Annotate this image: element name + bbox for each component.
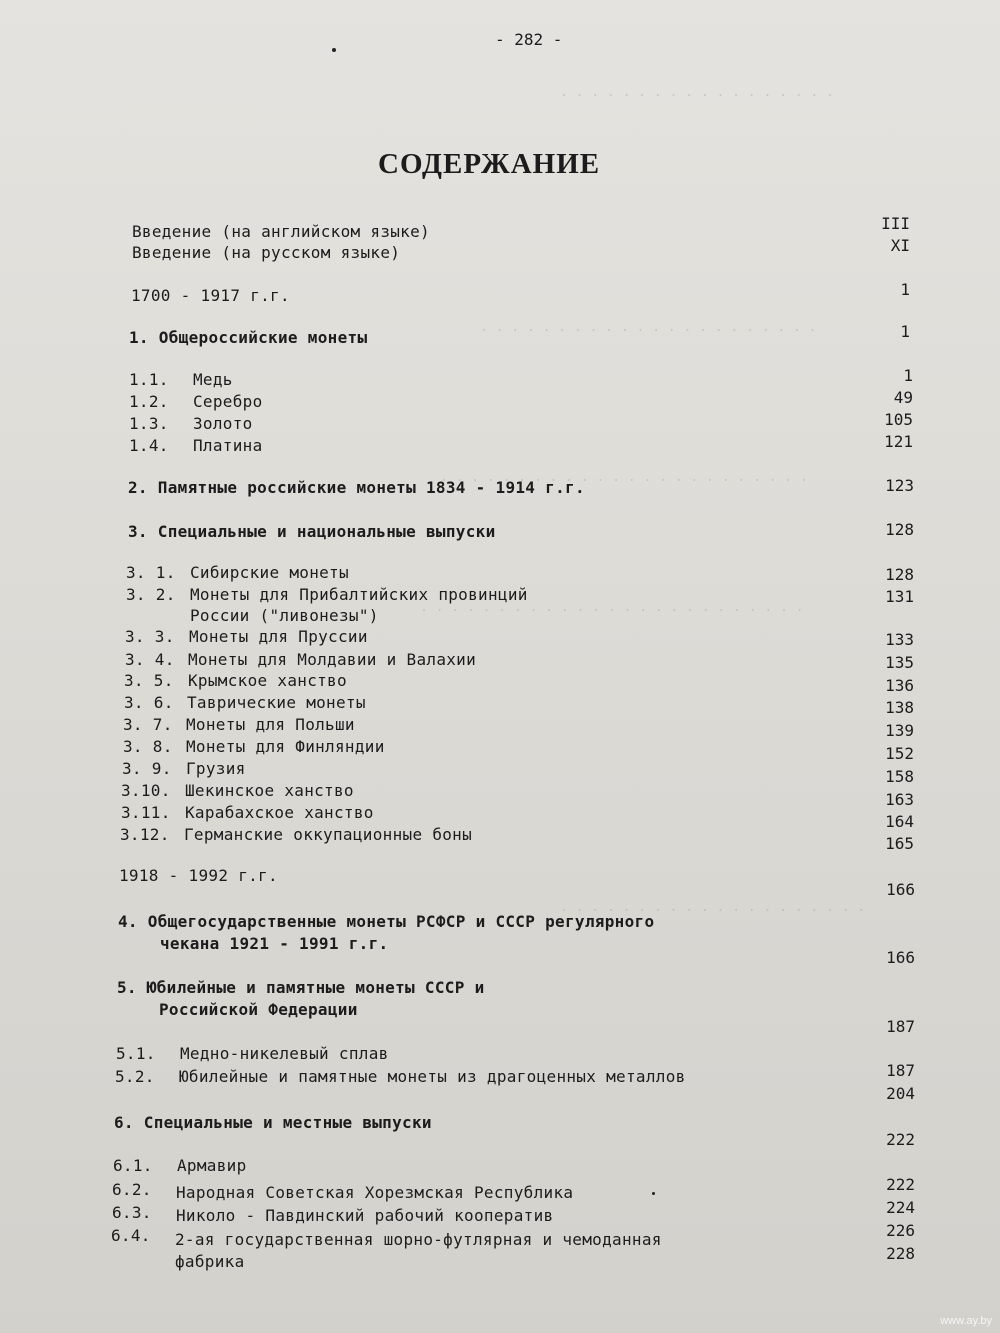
toc-entry-number: 1.3.: [129, 414, 169, 433]
toc-entry-page: 139: [885, 721, 914, 740]
toc-entry-number: 3. 7.: [123, 715, 173, 734]
bleed-through: . . . . . . . . . . . . . . . . . .: [560, 85, 834, 100]
section-heading: 1. Общероссийские монеты: [129, 328, 368, 347]
toc-entry-label: Медно-никелевый сплав: [180, 1044, 389, 1063]
toc-entry-page: 1: [903, 366, 913, 385]
toc-entry-page: 165: [885, 834, 914, 853]
toc-entry-label: Сибирские монеты: [190, 563, 349, 582]
toc-entry-number: 3.12.: [120, 825, 170, 844]
toc-entry-label: Монеты для Польши: [186, 715, 355, 734]
section-heading: 4. Общегосударственные монеты РСФСР и СССР регулярного: [118, 912, 655, 931]
section-heading: 2. Памятные российские монеты 1834 - 1914 г.г.: [128, 478, 585, 497]
toc-entry-number: 1.2.: [129, 392, 169, 411]
toc-entry-page: 187: [886, 1061, 915, 1080]
toc-entry-label: Таврические монеты: [187, 693, 366, 712]
page-title: СОДЕРЖАНИЕ: [378, 148, 601, 180]
toc-entry-number: 6.1.: [113, 1156, 153, 1175]
ink-dot: [332, 48, 336, 52]
toc-entry-label: Монеты для Финляндии: [186, 737, 385, 756]
toc-entry-label: Платина: [193, 436, 263, 455]
toc-entry-number: 3. 9.: [122, 759, 172, 778]
toc-entry-number: 3. 1.: [126, 563, 176, 582]
toc-entry-label: Введение (на английском языке): [132, 222, 430, 241]
toc-entry-label: Юбилейные и памятные монеты из драгоценных металлов: [179, 1067, 686, 1086]
toc-entry-number: 3. 8.: [123, 737, 173, 756]
toc-entry-label: Золото: [193, 414, 253, 433]
toc-entry-number: 1.4.: [129, 436, 169, 455]
toc-entry-number: 5.1.: [116, 1044, 156, 1063]
toc-entry-page: 123: [885, 476, 914, 495]
toc-entry-page: 166: [886, 880, 915, 899]
toc-entry-label: Медь: [193, 370, 233, 389]
toc-entry-label: Шекинское ханство: [185, 781, 354, 800]
toc-entry-page: 49: [893, 388, 913, 407]
toc-entry-page: XI: [890, 236, 910, 255]
toc-entry-page: III: [881, 214, 910, 233]
toc-entry-label: Монеты для Пруссии: [189, 627, 368, 646]
toc-entry-label: Монеты для Прибалтийских провинций: [190, 585, 528, 604]
section-heading: 3. Специальные и национальные выпуски: [128, 522, 496, 541]
bleed-through: . . . . . . . . . . . . . . . . . . . . . . . . .: [420, 600, 804, 615]
toc-entry-label: Серебро: [193, 392, 263, 411]
toc-entry-page: 135: [885, 653, 914, 672]
toc-entry-page: 222: [886, 1175, 915, 1194]
toc-entry-label: 2-ая государственная шорно-футлярная и чемоданная: [175, 1230, 662, 1249]
toc-entry-page: 128: [885, 565, 914, 584]
toc-entry-label: Карабахское ханство: [185, 803, 374, 822]
watermark: www.ay.by: [940, 1315, 992, 1327]
toc-entry-label-continuation: фабрика: [175, 1252, 245, 1271]
toc-entry-label: Николо - Павдинский рабочий кооператив: [176, 1206, 554, 1225]
toc-entry-page: 133: [885, 630, 914, 649]
toc-entry-page: 121: [884, 432, 913, 451]
toc-entry-label: Введение (на русском языке): [132, 243, 401, 262]
toc-entry-page: 1: [900, 322, 910, 341]
toc-entry-page: 204: [886, 1084, 915, 1103]
bleed-through: . . . . . . . . . . . . . . . . . . . .: [560, 900, 866, 915]
toc-entry-number: 3. 4.: [125, 650, 175, 669]
section-heading-continuation: чекана 1921 - 1991 г.г.: [160, 934, 389, 953]
toc-entry-label: Грузия: [186, 759, 246, 778]
toc-entry-page: 105: [884, 410, 913, 429]
toc-entry-page: 228: [886, 1244, 915, 1263]
toc-entry-number: 6.4.: [111, 1226, 151, 1245]
toc-entry-page: 128: [885, 520, 914, 539]
toc-entry-label: Монеты для Молдавии и Валахии: [188, 650, 477, 669]
bleed-through: . . . . . . . . . . . . . . . . . . . . . . . .: [440, 470, 808, 485]
toc-entry-label: Германские оккупационные боны: [184, 825, 473, 844]
toc-entry-label-continuation: России ("ливонезы"): [190, 606, 379, 625]
bleed-through: . . . . . . . . . . . . . . . . . . . . . .: [480, 320, 817, 335]
toc-entry-page: 131: [885, 587, 914, 606]
toc-entry-number: 1.1.: [129, 370, 169, 389]
toc-entry-page: 222: [886, 1130, 915, 1149]
toc-entry-number: 3. 2.: [126, 585, 176, 604]
toc-entry-page: 226: [886, 1221, 915, 1240]
toc-entry-page: 166: [886, 948, 915, 967]
toc-entry-label: Армавир: [177, 1156, 247, 1175]
toc-entry-page: 158: [885, 767, 914, 786]
toc-entry-page: 163: [885, 790, 914, 809]
toc-entry-page: 187: [886, 1017, 915, 1036]
section-heading: 6. Специальные и местные выпуски: [114, 1113, 432, 1132]
toc-entry-label: Народная Советская Хорезмская Республика: [176, 1183, 574, 1202]
section-heading-continuation: Российской Федерации: [159, 1000, 358, 1019]
toc-entry-page: 136: [885, 676, 914, 695]
ink-dot: [652, 1192, 655, 1195]
toc-entry-number: 3. 6.: [124, 693, 174, 712]
toc-entry-number: 6.3.: [112, 1203, 152, 1222]
toc-entry-page: 224: [886, 1198, 915, 1217]
page-number: - 282 -: [495, 30, 563, 49]
toc-entry-number: 5.2.: [115, 1067, 155, 1086]
toc-entry-page: 164: [885, 812, 914, 831]
toc-entry-number: 3. 3.: [125, 627, 175, 646]
toc-entry-number: 3. 5.: [124, 671, 174, 690]
toc-entry-page: 1: [900, 280, 910, 299]
toc-entry-page: 152: [885, 744, 914, 763]
toc-entry-page: 138: [885, 698, 914, 717]
toc-entry-number: 3.11.: [121, 803, 171, 822]
toc-entry-number: 6.2.: [112, 1180, 152, 1199]
period-heading: 1918 - 1992 г.г.: [119, 866, 278, 885]
period-heading: 1700 - 1917 г.г.: [131, 286, 290, 305]
toc-entry-label: Крымское ханство: [188, 671, 347, 690]
section-heading: 5. Юбилейные и памятные монеты СССР и: [117, 978, 485, 997]
toc-entry-number: 3.10.: [121, 781, 171, 800]
